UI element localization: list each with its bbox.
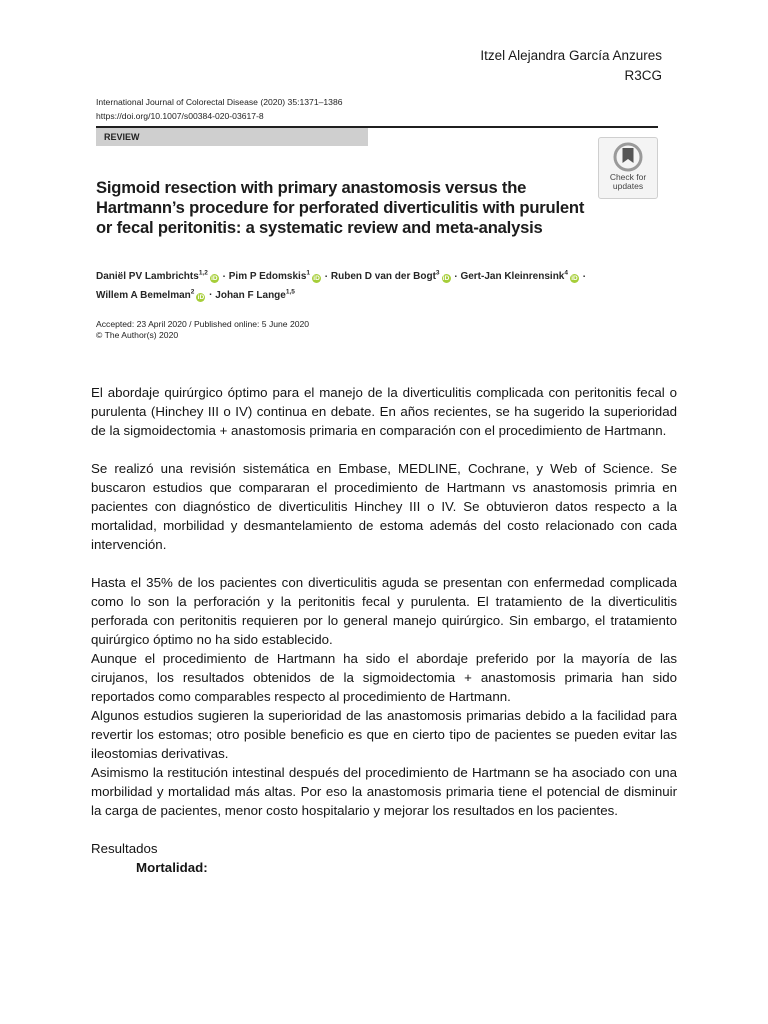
document-body	[91, 383, 677, 877]
article-header-clipping	[96, 95, 662, 345]
document-header	[362, 46, 662, 86]
author: Pim P Edomskis$^1$	[228, 270, 311, 283]
paragraph: Se realizó una revisión sistemática en Embase, MEDLINE, Cochrane, y Web of Science. Se buscaron estudios que compararan el procedimiento de Hartmann vs anastomosis primria en pacientes con diagnóstico de diverticulitis Hinchey III o IV. Se obtuvieron datos respecto a la mortalidad, morbilidad y desmantelamiento de estoma además del costo relacionado con cada intervención.	[91, 461, 677, 552]
author: Willem A Bemelman$^2$	[96, 288, 195, 301]
author: Daniël PV Lambrichts$^{1,2}$	[96, 270, 208, 283]
paragraph: Algunos estudios sugieren la superioridad de las anastomosis primarias debido a la facilidad para revertir los estomas; otro posible beneficio es que en cierto tipo de pacientes se pueden evitar las ileostomias derivativas.	[91, 708, 677, 761]
check-for-updates-badge[interactable]	[598, 137, 658, 199]
orcid-icon[interactable]: iD	[442, 275, 450, 283]
orcid-icon[interactable]: iD	[197, 293, 205, 301]
copyright-line: © The Author(s) 2020	[96, 330, 179, 340]
paragraph: Asimismo la restitución intestinal después del procedimiento de Hartmann se ha asociado con una morbilidad y mortalidad más altas. Por eso la anastomosis primaria tiene el potencial de disminuir la carga de pacientes, menor costo hospitalario y mejorar los resultados en los pacientes.	[91, 765, 677, 818]
author: Johan F Lange$^{1,5}$	[215, 288, 295, 301]
orcid-icon[interactable]: iD	[313, 275, 320, 283]
badge-text: Check for updates	[609, 172, 647, 191]
student-code: R3CG	[624, 68, 662, 83]
paragraph: El abordaje quirúrgico óptimo para el manejo de la diverticulitis complicada con peritonitis fecal o purulenta (Hinchey III o IV) continua en debate. En años recientes, se ha sugerido la superioridad de la sigmoidectomia + anastomosis primaria en comparación con el procedimiento de Hartmann.	[91, 385, 677, 438]
publication-dates	[96, 319, 309, 341]
author-list: Daniël PV Lambrichts$^{1,2}$iD · Pim P Edomskis$^1$iD · Ruben D van der Bogt$^3$iD · Gert-Jan Kleinrensink$^4$iD · Willem A Bemelman$^2$iD · Johan F Lange$^{1,5}$	[96, 270, 587, 301]
results-heading: Resultados	[91, 841, 158, 856]
author: Ruben D van der Bogt$^3$	[330, 270, 440, 283]
doi-line[interactable]: https://doi.org/10.1007/s00384-020-03617-8	[96, 111, 264, 121]
paragraph: Hasta el 35% de los pacientes con diverticulitis aguda se presentan con enfermedad complicada como lo son la perforación y la peritonitis fecal y purulenta. El tratamiento de la diverticulitis perforada con peritonitis requieren por lo general manejo quirúrgico. Sin embargo, el tratamiento quirúrgico óptimo no ha sido establecido.	[91, 575, 677, 647]
journal-citation	[96, 95, 343, 123]
paper-title: Sigmoid resection with primary anastomosis versus the Hartmann’s procedure for perforated diverticulitis with purulent or fecal peritonitis: a systematic review and meta-analysis	[96, 178, 585, 237]
student-name: Itzel Alejandra García Anzures	[480, 48, 662, 63]
paragraph: Aunque el procedimiento de Hartmann ha sido el abordaje preferido por la mayoría de las cirujanos, los resultados obtenidos de la sigmoidectomia + anastomosis primaria han sido reportados como comparables respecto al procedimiento de Hartmann.	[91, 651, 677, 704]
section-label: REVIEW	[96, 128, 368, 146]
author: Gert-Jan Kleinrensink$^4$	[460, 270, 568, 283]
orcid-icon[interactable]: iD	[211, 275, 218, 283]
crossmark-icon	[613, 142, 643, 172]
accepted-line: Accepted: 23 April 2020 / Published online: 5 June 2020	[96, 319, 310, 329]
journal-line: International Journal of Colorectal Disease (2020) 35:1371–1386	[96, 97, 343, 107]
mortality-heading: Mortalidad:	[136, 860, 208, 875]
orcid-icon[interactable]: iD	[571, 275, 578, 283]
